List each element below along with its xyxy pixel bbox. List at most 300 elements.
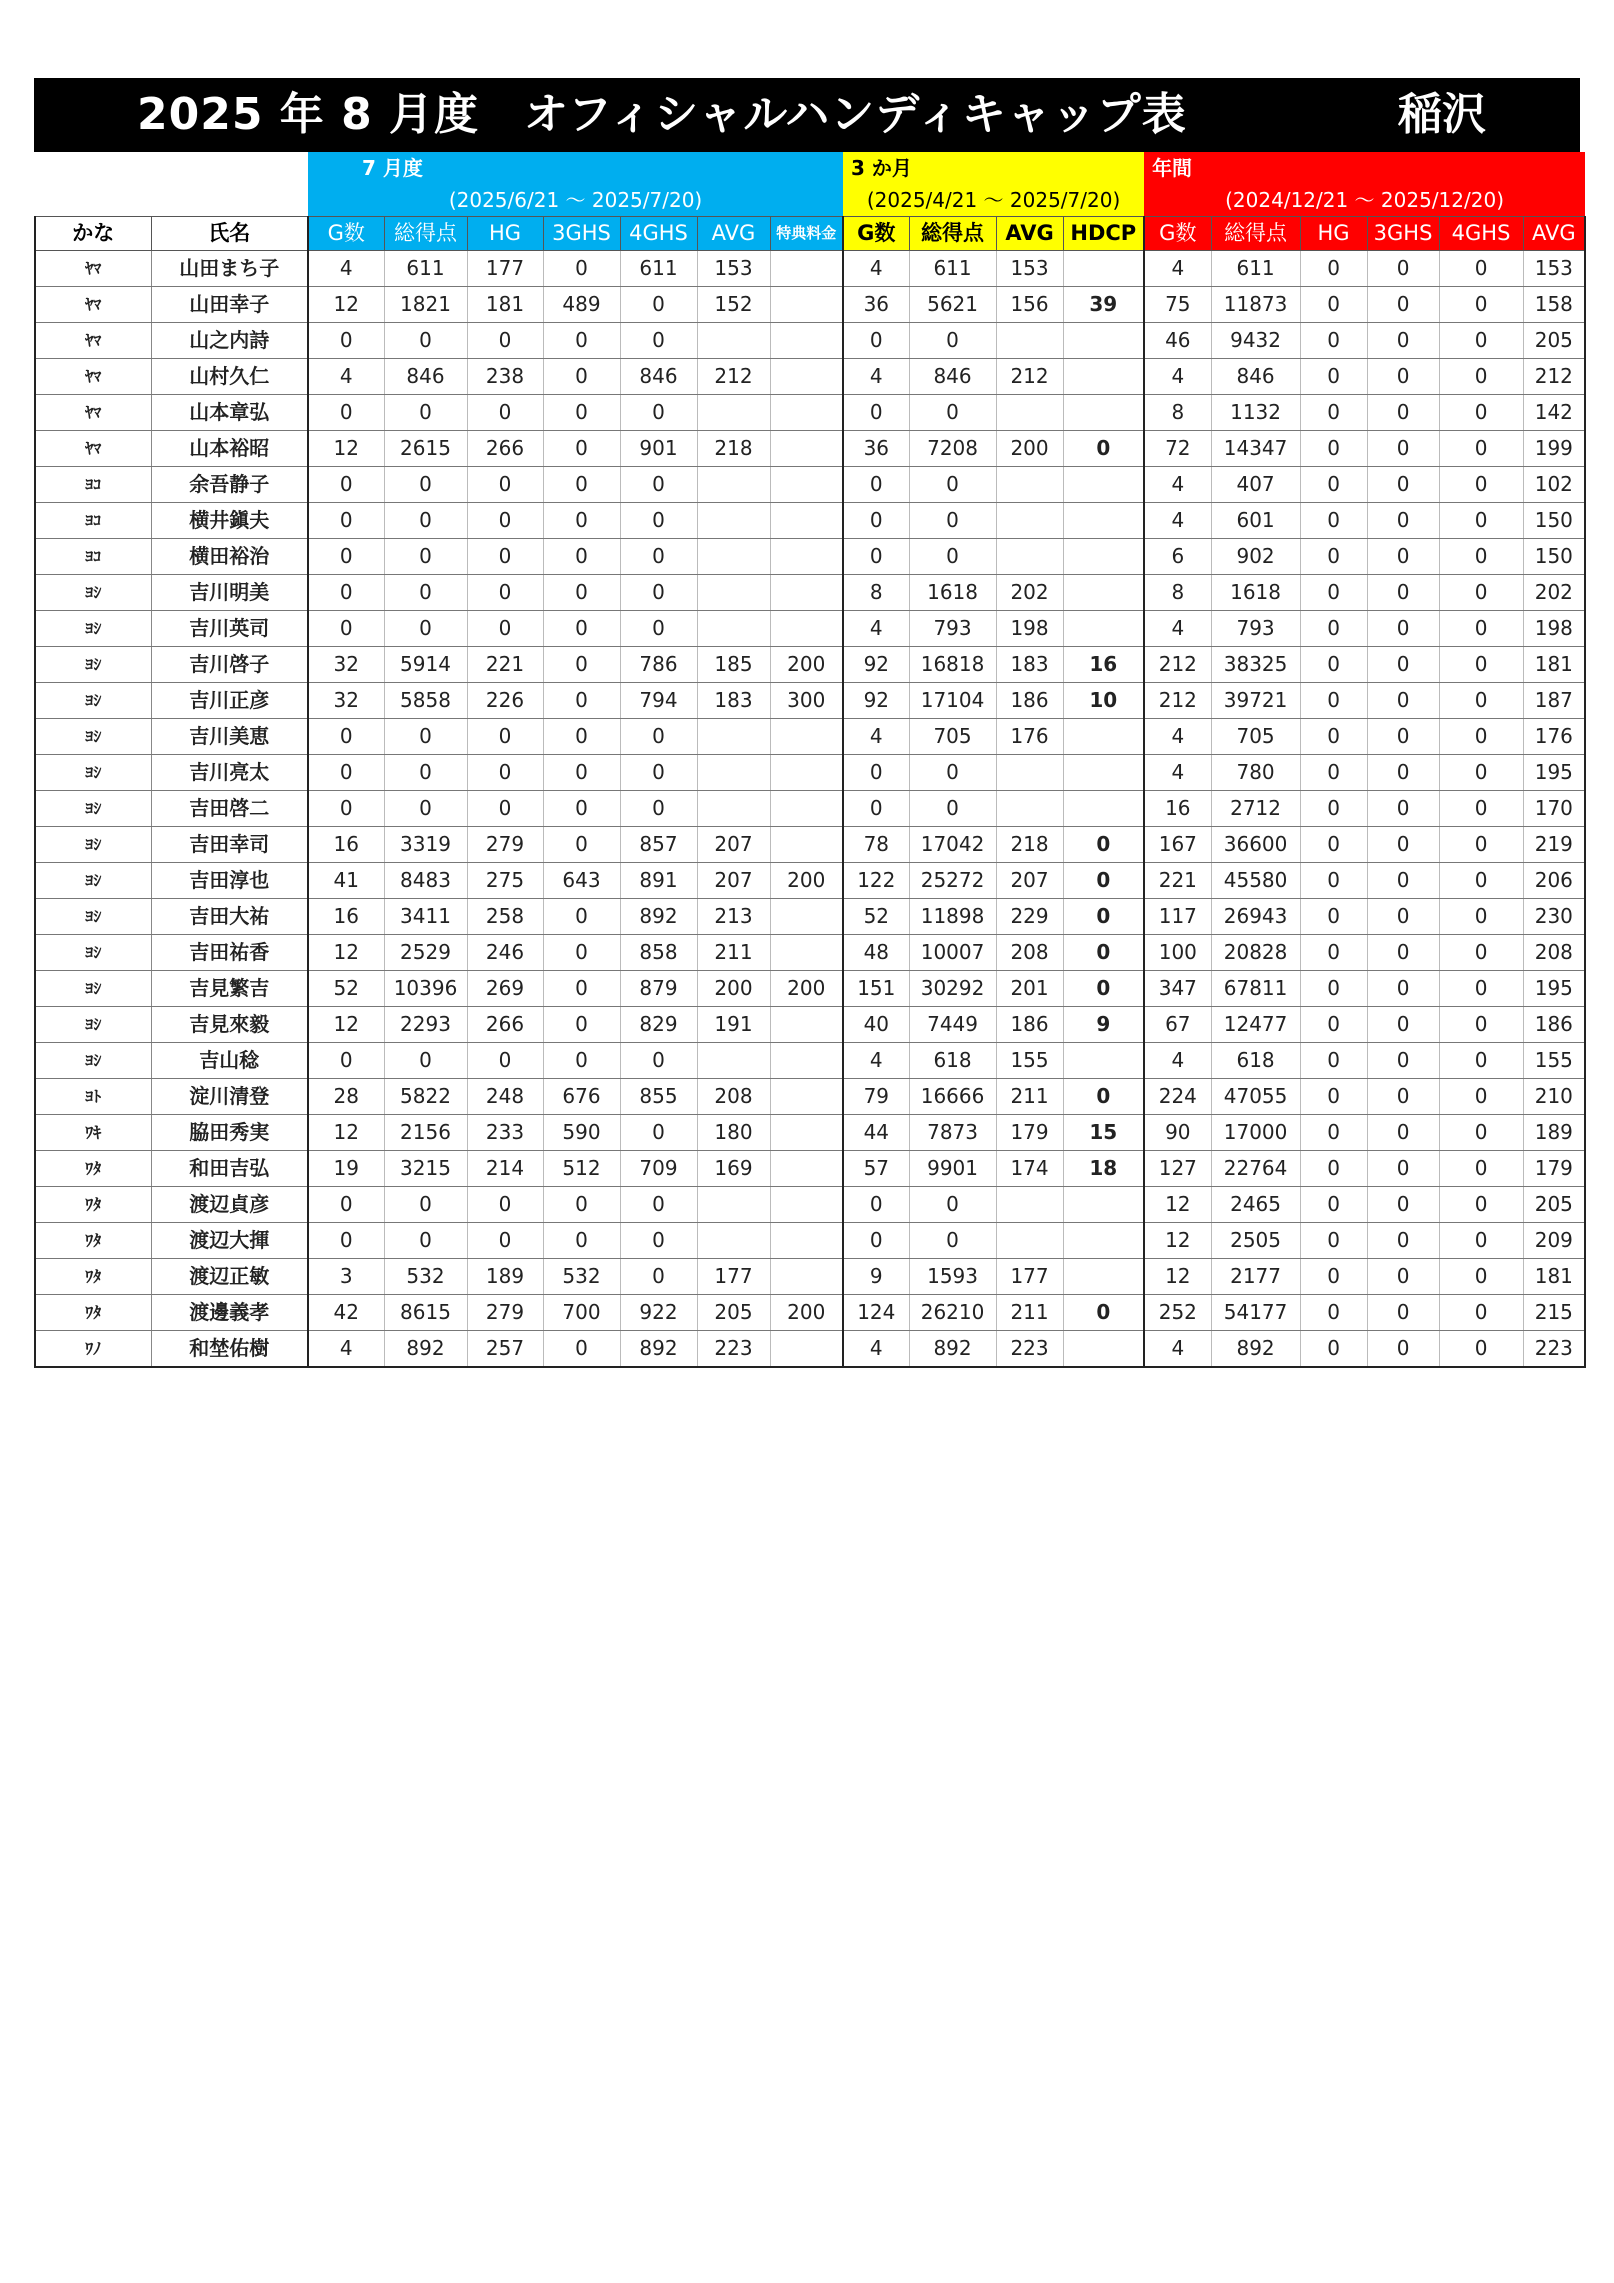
table-cell: 794 (620, 683, 697, 719)
table-cell: 186 (996, 683, 1063, 719)
table-cell (1063, 251, 1144, 287)
table-cell: 12 (1144, 1259, 1211, 1295)
table-cell: 532 (543, 1259, 620, 1295)
table-cell: 0 (308, 611, 384, 647)
table-cell: 124 (843, 1295, 909, 1331)
table-cell: 0 (1439, 323, 1523, 359)
table-cell (770, 1115, 843, 1151)
kana-cell: ﾖｼ (35, 1007, 151, 1043)
kana-cell: ﾖｼ (35, 647, 151, 683)
name-cell: 吉川明美 (151, 575, 308, 611)
table-cell: 347 (1144, 971, 1211, 1007)
table-cell (697, 611, 770, 647)
table-cell: 191 (697, 1007, 770, 1043)
table-row (35, 719, 1585, 755)
table-cell: 0 (308, 467, 384, 503)
table-cell (697, 755, 770, 791)
table-cell: 0 (1063, 1079, 1144, 1115)
table-cell: 780 (1211, 755, 1300, 791)
table-cell: 0 (543, 755, 620, 791)
column-header: AVG (697, 217, 770, 251)
name-cell: 山田まち子 (151, 251, 308, 287)
table-row (35, 323, 1585, 359)
name-cell: 山村久仁 (151, 359, 308, 395)
kana-cell: ﾜﾉ (35, 1331, 151, 1368)
name-cell: 渡辺大揮 (151, 1223, 308, 1259)
table-cell: 150 (1523, 539, 1585, 575)
table-cell (1063, 719, 1144, 755)
table-cell: 0 (1439, 1331, 1523, 1368)
table-cell: 9432 (1211, 323, 1300, 359)
table-cell: 54177 (1211, 1295, 1300, 1331)
table-cell: 153 (697, 251, 770, 287)
table-cell: 179 (1523, 1151, 1585, 1187)
table-row (35, 575, 1585, 611)
table-cell: 0 (1300, 719, 1367, 755)
table-cell: 5621 (909, 287, 996, 323)
table-cell: 0 (1439, 1295, 1523, 1331)
table-cell: 205 (697, 1295, 770, 1331)
table-cell: 0 (1300, 251, 1367, 287)
kana-cell: ﾔﾏ (35, 431, 151, 467)
table-cell: 0 (543, 359, 620, 395)
table-cell: 0 (1300, 1115, 1367, 1151)
table-cell (697, 539, 770, 575)
table-cell: 0 (384, 1223, 467, 1259)
table-cell: 1132 (1211, 395, 1300, 431)
table-cell: 0 (384, 791, 467, 827)
table-cell: 0 (843, 467, 909, 503)
table-cell: 156 (996, 287, 1063, 323)
name-cell: 吉田大祐 (151, 899, 308, 935)
table-cell: 200 (770, 971, 843, 1007)
table-cell: 0 (543, 827, 620, 863)
table-cell: 208 (1523, 935, 1585, 971)
table-cell: 0 (308, 323, 384, 359)
table-cell: 30292 (909, 971, 996, 1007)
table-cell: 0 (1439, 1007, 1523, 1043)
table-cell: 0 (308, 755, 384, 791)
table-cell: 0 (1367, 1151, 1439, 1187)
kana-cell: ﾖｼ (35, 863, 151, 899)
table-cell (996, 755, 1063, 791)
table-cell (697, 719, 770, 755)
table-cell: 186 (996, 1007, 1063, 1043)
table-cell: 0 (1367, 1331, 1439, 1368)
table-cell: 705 (909, 719, 996, 755)
table-cell: 611 (620, 251, 697, 287)
table-cell: 0 (620, 791, 697, 827)
table-row (35, 287, 1585, 323)
table-cell: 0 (384, 467, 467, 503)
table-cell: 0 (909, 467, 996, 503)
table-cell: 269 (467, 971, 543, 1007)
table-cell: 16666 (909, 1079, 996, 1115)
table-cell: 891 (620, 863, 697, 899)
table-cell: 14347 (1211, 431, 1300, 467)
kana-cell: ﾔﾏ (35, 323, 151, 359)
table-cell: 0 (1439, 503, 1523, 539)
table-cell (770, 503, 843, 539)
table-cell: 12 (1144, 1223, 1211, 1259)
table-row (35, 1043, 1585, 1079)
table-cell: 167 (1144, 827, 1211, 863)
section-three-month-label: 3 か月 (843, 152, 1144, 184)
table-cell: 2529 (384, 935, 467, 971)
table-cell: 230 (1523, 899, 1585, 935)
table-cell: 0 (543, 791, 620, 827)
table-cell: 252 (1144, 1295, 1211, 1331)
table-cell: 0 (1439, 395, 1523, 431)
kana-cell: ﾖｼ (35, 719, 151, 755)
table-cell: 0 (1367, 467, 1439, 503)
table-cell: 0 (467, 1043, 543, 1079)
table-cell: 0 (308, 1043, 384, 1079)
kana-cell: ﾖｼ (35, 791, 151, 827)
table-cell: 218 (996, 827, 1063, 863)
table-cell: 4 (843, 1331, 909, 1368)
table-cell: 532 (384, 1259, 467, 1295)
handicap-table (34, 152, 1586, 1368)
column-header: 特典料金 (770, 217, 843, 251)
table-cell: 0 (1367, 971, 1439, 1007)
table-cell: 8 (1144, 395, 1211, 431)
name-cell: 吉見來毅 (151, 1007, 308, 1043)
table-cell (770, 1151, 843, 1187)
table-cell: 0 (1367, 611, 1439, 647)
table-cell (770, 1331, 843, 1368)
table-cell: 205 (1523, 323, 1585, 359)
table-cell: 12477 (1211, 1007, 1300, 1043)
table-cell: 3 (308, 1259, 384, 1295)
table-cell (996, 467, 1063, 503)
table-cell: 0 (1300, 395, 1367, 431)
table-cell: 0 (1367, 575, 1439, 611)
table-cell: 0 (620, 611, 697, 647)
table-cell: 0 (1300, 359, 1367, 395)
table-cell: 177 (996, 1259, 1063, 1295)
table-cell: 0 (1300, 575, 1367, 611)
table-cell: 16818 (909, 647, 996, 683)
sheet-title: 2025 年 8 月度 オフィシャルハンディキャップ表 (137, 89, 1187, 140)
kana-cell: ﾖﾄ (35, 1079, 151, 1115)
table-cell: 0 (384, 575, 467, 611)
table-cell: 152 (697, 287, 770, 323)
table-cell (770, 899, 843, 935)
table-cell: 1821 (384, 287, 467, 323)
table-cell: 10396 (384, 971, 467, 1007)
column-header: 総得点 (384, 217, 467, 251)
table-cell: 0 (1367, 1043, 1439, 1079)
table-cell: 212 (996, 359, 1063, 395)
name-cell: 和田吉弘 (151, 1151, 308, 1187)
table-cell (1063, 1187, 1144, 1223)
table-cell: 215 (1523, 1295, 1585, 1331)
table-cell: 0 (1063, 899, 1144, 935)
table-cell: 0 (1367, 1115, 1439, 1151)
table-cell: 709 (620, 1151, 697, 1187)
table-cell (1063, 755, 1144, 791)
table-cell: 202 (996, 575, 1063, 611)
table-cell: 0 (1300, 863, 1367, 899)
table-cell (770, 539, 843, 575)
table-cell: 0 (543, 575, 620, 611)
table-cell (770, 395, 843, 431)
table-cell: 0 (1439, 971, 1523, 1007)
table-cell: 0 (543, 467, 620, 503)
table-cell: 4 (843, 611, 909, 647)
table-cell (1063, 1259, 1144, 1295)
table-cell: 0 (1300, 323, 1367, 359)
table-cell: 0 (1300, 935, 1367, 971)
table-cell: 8615 (384, 1295, 467, 1331)
table-cell: 209 (1523, 1223, 1585, 1259)
table-cell: 0 (620, 323, 697, 359)
table-cell: 233 (467, 1115, 543, 1151)
table-cell: 0 (308, 719, 384, 755)
table-cell: 207 (697, 863, 770, 899)
table-cell: 0 (1367, 503, 1439, 539)
table-cell: 902 (1211, 539, 1300, 575)
table-cell: 92 (843, 683, 909, 719)
table-cell (996, 395, 1063, 431)
table-cell: 4 (1144, 755, 1211, 791)
table-cell: 0 (1439, 899, 1523, 935)
table-cell: 4 (843, 719, 909, 755)
kana-cell: ﾖｼ (35, 683, 151, 719)
table-cell: 0 (620, 539, 697, 575)
table-cell: 0 (1439, 683, 1523, 719)
table-cell: 211 (996, 1079, 1063, 1115)
table-cell: 57 (843, 1151, 909, 1187)
table-cell: 8483 (384, 863, 467, 899)
table-cell: 12 (1144, 1187, 1211, 1223)
section-three-month-period: (2025/4/21 ～ 2025/7/20) (843, 184, 1144, 217)
table-cell: 266 (467, 1007, 543, 1043)
table-cell: 0 (543, 719, 620, 755)
table-cell: 275 (467, 863, 543, 899)
table-row (35, 1259, 1585, 1295)
table-cell: 793 (909, 611, 996, 647)
table-cell: 1618 (1211, 575, 1300, 611)
table-cell: 117 (1144, 899, 1211, 935)
table-cell: 0 (1367, 1295, 1439, 1331)
table-cell: 174 (996, 1151, 1063, 1187)
table-cell: 0 (543, 611, 620, 647)
table-cell: 47055 (1211, 1079, 1300, 1115)
column-header: 4GHS (620, 217, 697, 251)
table-cell: 0 (1367, 863, 1439, 899)
table-cell: 0 (543, 683, 620, 719)
table-cell: 3215 (384, 1151, 467, 1187)
table-row (35, 503, 1585, 539)
table-cell: 0 (543, 935, 620, 971)
table-cell: 208 (697, 1079, 770, 1115)
table-cell: 39721 (1211, 683, 1300, 719)
table-cell (770, 1259, 843, 1295)
table-cell: 4 (1144, 503, 1211, 539)
table-cell: 0 (467, 1223, 543, 1259)
table-cell: 0 (1367, 1079, 1439, 1115)
table-cell: 183 (697, 683, 770, 719)
table-cell (770, 251, 843, 287)
table-cell: 0 (1367, 719, 1439, 755)
name-cell: 淀川清登 (151, 1079, 308, 1115)
table-cell: 75 (1144, 287, 1211, 323)
table-cell: 4 (843, 1043, 909, 1079)
table-cell: 0 (384, 611, 467, 647)
table-cell: 224 (1144, 1079, 1211, 1115)
table-cell: 0 (384, 755, 467, 791)
table-cell: 11873 (1211, 287, 1300, 323)
table-cell: 7873 (909, 1115, 996, 1151)
table-cell: 6 (1144, 539, 1211, 575)
column-header: HG (467, 217, 543, 251)
table-cell: 212 (1144, 647, 1211, 683)
table-cell: 2156 (384, 1115, 467, 1151)
table-cell: 176 (1523, 719, 1585, 755)
table-cell: 0 (620, 467, 697, 503)
name-cell: 脇田秀実 (151, 1115, 308, 1151)
table-cell: 0 (843, 1223, 909, 1259)
table-cell: 0 (620, 1259, 697, 1295)
table-row (35, 647, 1585, 683)
table-cell: 0 (1439, 1079, 1523, 1115)
table-cell: 0 (843, 755, 909, 791)
table-cell: 67 (1144, 1007, 1211, 1043)
table-row (35, 251, 1585, 287)
table-cell (1063, 467, 1144, 503)
name-cell: 山田幸子 (151, 287, 308, 323)
table-cell: 15 (1063, 1115, 1144, 1151)
table-cell: 793 (1211, 611, 1300, 647)
table-cell: 38325 (1211, 647, 1300, 683)
table-cell: 0 (1367, 287, 1439, 323)
table-cell: 208 (996, 935, 1063, 971)
table-cell (770, 431, 843, 467)
table-cell (770, 611, 843, 647)
table-cell: 279 (467, 827, 543, 863)
name-cell: 渡辺正敏 (151, 1259, 308, 1295)
table-cell: 618 (1211, 1043, 1300, 1079)
table-cell: 0 (308, 395, 384, 431)
table-row (35, 1223, 1585, 1259)
table-cell: 857 (620, 827, 697, 863)
table-cell: 12 (308, 431, 384, 467)
column-header: HG (1300, 217, 1367, 251)
table-row (35, 611, 1585, 647)
table-cell (770, 719, 843, 755)
table-cell (1063, 1043, 1144, 1079)
kana-cell: ﾜｷ (35, 1115, 151, 1151)
table-cell: 16 (308, 899, 384, 935)
table-cell (697, 1043, 770, 1079)
table-cell: 176 (996, 719, 1063, 755)
table-cell: 26943 (1211, 899, 1300, 935)
table-row (35, 1115, 1585, 1151)
table-cell: 0 (1367, 683, 1439, 719)
name-cell: 吉田淳也 (151, 863, 308, 899)
name-cell: 吉山稔 (151, 1043, 308, 1079)
name-cell: 和埜佑樹 (151, 1331, 308, 1368)
column-header: 総得点 (909, 217, 996, 251)
table-cell: 1618 (909, 575, 996, 611)
table-cell: 200 (770, 1295, 843, 1331)
table-cell (770, 791, 843, 827)
center-name: 稲沢 (1398, 89, 1486, 140)
table-cell: 0 (308, 575, 384, 611)
section-period-row (35, 184, 1585, 217)
table-cell: 0 (543, 323, 620, 359)
table-cell: 0 (843, 323, 909, 359)
table-cell: 0 (543, 251, 620, 287)
table-cell: 0 (308, 503, 384, 539)
table-cell: 0 (1367, 1187, 1439, 1223)
table-cell: 0 (1300, 755, 1367, 791)
table-cell: 40 (843, 1007, 909, 1043)
table-cell (770, 1223, 843, 1259)
table-cell: 0 (467, 575, 543, 611)
table-cell: 0 (543, 1223, 620, 1259)
table-cell (996, 1223, 1063, 1259)
table-cell: 17104 (909, 683, 996, 719)
table-cell: 200 (996, 431, 1063, 467)
kana-cell: ﾜﾀ (35, 1187, 151, 1223)
table-cell (1063, 539, 1144, 575)
table-cell (996, 539, 1063, 575)
table-cell: 179 (996, 1115, 1063, 1151)
table-cell: 16 (1063, 647, 1144, 683)
column-header: 氏名 (151, 217, 308, 251)
table-cell: 611 (384, 251, 467, 287)
table-cell (697, 503, 770, 539)
table-cell: 0 (1367, 1259, 1439, 1295)
table-cell: 0 (1300, 899, 1367, 935)
table-cell: 0 (1300, 1295, 1367, 1331)
table-cell: 0 (308, 1223, 384, 1259)
table-row (35, 755, 1585, 791)
table-cell: 223 (1523, 1331, 1585, 1368)
table-cell: 0 (1300, 467, 1367, 503)
table-cell: 0 (1367, 647, 1439, 683)
table-cell: 22764 (1211, 1151, 1300, 1187)
table-cell: 0 (467, 791, 543, 827)
table-cell: 0 (384, 1043, 467, 1079)
table-cell: 0 (1300, 1259, 1367, 1295)
table-cell: 223 (996, 1331, 1063, 1368)
table-cell: 258 (467, 899, 543, 935)
table-cell: 177 (467, 251, 543, 287)
table-cell: 0 (384, 395, 467, 431)
table-cell: 611 (909, 251, 996, 287)
table-row (35, 935, 1585, 971)
kana-cell: ﾜﾀ (35, 1295, 151, 1331)
column-header: 3GHS (543, 217, 620, 251)
table-cell: 158 (1523, 287, 1585, 323)
table-cell: 892 (909, 1331, 996, 1368)
table-cell: 0 (384, 1187, 467, 1223)
table-cell: 0 (1063, 971, 1144, 1007)
table-cell: 9 (1063, 1007, 1144, 1043)
kana-cell: ﾜﾀ (35, 1259, 151, 1295)
table-row (35, 899, 1585, 935)
table-cell (1063, 1223, 1144, 1259)
table-cell (996, 503, 1063, 539)
table-cell: 892 (620, 1331, 697, 1368)
table-cell: 2712 (1211, 791, 1300, 827)
table-cell: 892 (1211, 1331, 1300, 1368)
table-cell: 0 (1367, 1007, 1439, 1043)
